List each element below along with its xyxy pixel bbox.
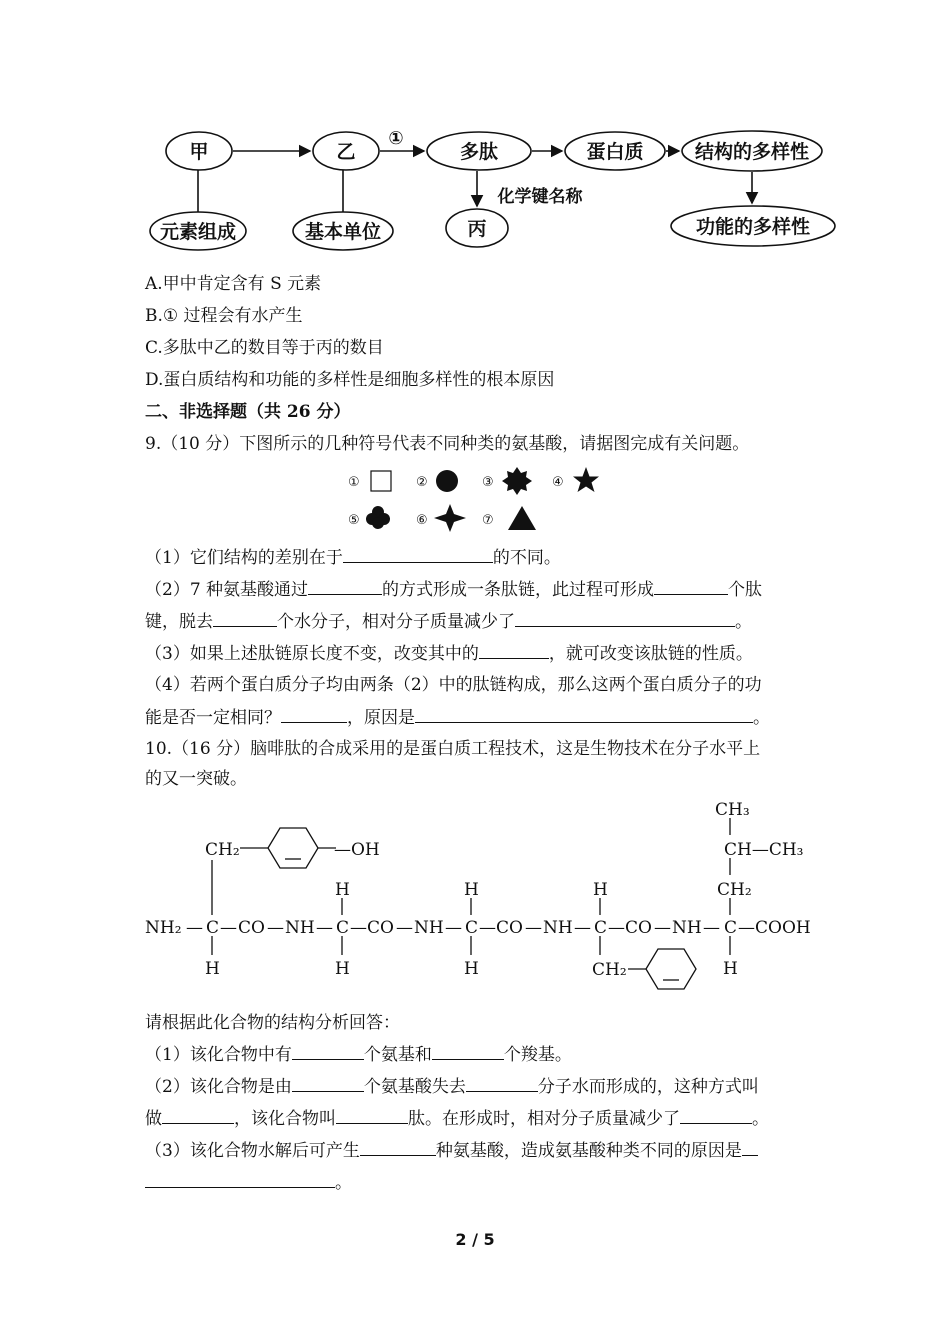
alpha-carbon-3: C (465, 918, 479, 938)
q9-part4-line1: （4）若两个蛋白质分子均由两条（2）中的肽链构成，那么这两个蛋白质分子的功 (145, 675, 762, 695)
alpha-carbon-5: C (724, 918, 738, 938)
alpha-carbon-2: C (336, 918, 350, 938)
label-yi: 乙 (336, 141, 356, 163)
h-top-gly1: H (335, 880, 350, 900)
carbonyl-1: CO (238, 918, 265, 938)
five-point-star-symbol (573, 467, 599, 492)
amide-nh-3: NH (543, 918, 573, 938)
enkephalin-structure (140, 795, 830, 1000)
svg-text:—: — (267, 918, 284, 938)
label-jia: 甲 (189, 141, 209, 163)
svg-text:—: — (703, 918, 720, 938)
blank[interactable] (292, 1043, 364, 1060)
tyrosine-ch2: CH₂ (205, 840, 240, 860)
symbol-label-4: ④ (552, 475, 564, 490)
square-symbol (371, 471, 391, 491)
blank[interactable] (343, 546, 493, 563)
symbol-label-3: ③ (482, 475, 494, 490)
alpha-carbon-1: C (206, 918, 220, 938)
blank[interactable] (415, 706, 753, 723)
q10-part1: （1）该化合物中有 个氨基和 个羧基。 (145, 1045, 572, 1065)
h-top-gly2: H (464, 880, 479, 900)
blank[interactable] (360, 1139, 436, 1156)
page-number: 2 / 5 (455, 1230, 495, 1249)
section-title: 二、非选择题（共 26 分） (145, 402, 351, 422)
leucine-ch2: CH₂ (717, 880, 752, 900)
svg-text:—: — (525, 918, 542, 938)
label-danbaizhi: 蛋白质 (586, 141, 644, 163)
svg-text:—: — (738, 918, 755, 938)
svg-text:—: — (350, 918, 367, 938)
protein-concept-diagram (140, 118, 840, 258)
cloud-symbol (366, 506, 390, 529)
q10-part2-line2: 做 ，该化合物叫 肽。在形成时，相对分子质量减少了 。 (145, 1109, 769, 1129)
blank[interactable] (281, 706, 347, 723)
q10-part3-line2: 。 (145, 1171, 352, 1194)
h-top-phe: H (593, 880, 608, 900)
carbonyl-2: CO (367, 918, 394, 938)
svg-text:—: — (654, 918, 671, 938)
blank[interactable] (515, 610, 735, 627)
q10-part3-line1: （3）该化合物水解后可产生 种氨基酸，造成氨基酸种类不同的原因是 (145, 1139, 758, 1162)
svg-text:—: — (608, 918, 625, 938)
svg-text:—: — (445, 918, 462, 938)
amide-nh-4: NH (672, 918, 702, 938)
blank[interactable] (466, 1075, 538, 1092)
symbol-label-5: ⑤ (348, 513, 360, 528)
symbol-label-1: ① (348, 475, 360, 490)
amino-acid-symbols (340, 462, 610, 538)
label-jiben: 基本单位 (304, 221, 382, 243)
q10-stem-line1: 10.（16 分）脑啡肽的合成采用的是蛋白质工程技术，这是生物技术在分子水平上 (145, 739, 761, 759)
q9-part4-line2: 能是否一定相同？ ，原因是 。 (145, 708, 770, 728)
svg-text:—: — (479, 918, 496, 938)
carboxyl-group: COOH (755, 918, 811, 938)
h-bottom-leu: H (723, 959, 738, 979)
symbol-label-6: ⑥ (416, 513, 428, 528)
carbonyl-3: CO (496, 918, 523, 938)
blank[interactable] (213, 610, 277, 627)
methyl-top: CH₃ (715, 800, 750, 820)
blank[interactable] (145, 1171, 335, 1188)
alpha-carbon-4: C (594, 918, 608, 938)
blank[interactable] (432, 1043, 504, 1060)
label-duotai: 多肽 (459, 141, 499, 163)
q10-intro: 请根据此化合物的结构分析回答： (145, 1013, 400, 1033)
blank[interactable] (162, 1107, 234, 1124)
blank[interactable] (336, 1107, 408, 1124)
amino-group: NH₂ (145, 918, 182, 938)
option-d: D.蛋白质结构和功能的多样性是细胞多样性的根本原因 (145, 370, 555, 390)
circle-symbol (436, 470, 458, 492)
label-yuansu: 元素组成 (159, 221, 237, 243)
isopropyl-ch: CH—CH₃ (724, 840, 804, 860)
blank[interactable] (654, 578, 728, 595)
carbonyl-4: CO (625, 918, 652, 938)
blank[interactable] (292, 1075, 364, 1092)
q9-part3: （3）如果上述肽链原长度不变，改变其中的 ，就可改变该肽链的性质。 (145, 644, 753, 664)
blank[interactable] (308, 578, 382, 595)
four-point-star-symbol (434, 504, 466, 532)
label-jiegou: 结构的多样性 (694, 141, 810, 163)
symbol-label-2: ② (416, 475, 428, 490)
label-step-1: ① (388, 128, 404, 149)
svg-text:—: — (316, 918, 333, 938)
option-b: B.① 过程会有水产生 (145, 306, 303, 326)
svg-text:—: — (574, 918, 591, 938)
amide-nh-2: NH (414, 918, 444, 938)
q9-stem: 9.（10 分）下图所示的几种符号代表不同种类的氨基酸，请据图完成有关问题。 (145, 434, 750, 454)
amide-nh-1: NH (285, 918, 315, 938)
q9-part1: （1）它们结构的差别在于 的不同。 (145, 548, 561, 568)
q10-stem-line2: 的又一突破。 (145, 769, 247, 789)
h-bottom-tyr: H (205, 959, 220, 979)
option-a: A.甲中肯定含有 S 元素 (145, 274, 322, 294)
svg-text:—: — (186, 918, 203, 938)
q9-part2-line1: （2）7 种氨基酸通过 的方式形成一条肽链，此过程可形成 个肽 (145, 580, 763, 600)
symbol-label-7: ⑦ (482, 513, 494, 528)
label-bond-name: 化学键名称 (497, 187, 583, 207)
svg-text:—: — (220, 918, 237, 938)
blank[interactable] (479, 642, 549, 659)
label-bing: 丙 (467, 218, 487, 240)
blank[interactable] (742, 1139, 758, 1156)
q9-part2-line2: 键，脱去 个水分子，相对分子质量减少了 。 (145, 612, 752, 632)
triangle-symbol (508, 506, 536, 530)
blank[interactable] (680, 1107, 752, 1124)
svg-text:—: — (396, 918, 413, 938)
h-bottom-gly2: H (464, 959, 479, 979)
eight-point-star-symbol (502, 467, 532, 495)
option-c: C.多肽中乙的数目等于丙的数目 (145, 338, 384, 358)
h-bottom-gly1: H (335, 959, 350, 979)
phenylalanine-ch2: CH₂ (592, 960, 627, 980)
hydroxyl-group: —OH (334, 840, 380, 860)
label-gongneng: 功能的多样性 (695, 216, 811, 238)
q10-part2-line1: （2）该化合物是由 个氨基酸失去 分子水而形成的，这种方式叫 (145, 1077, 759, 1097)
